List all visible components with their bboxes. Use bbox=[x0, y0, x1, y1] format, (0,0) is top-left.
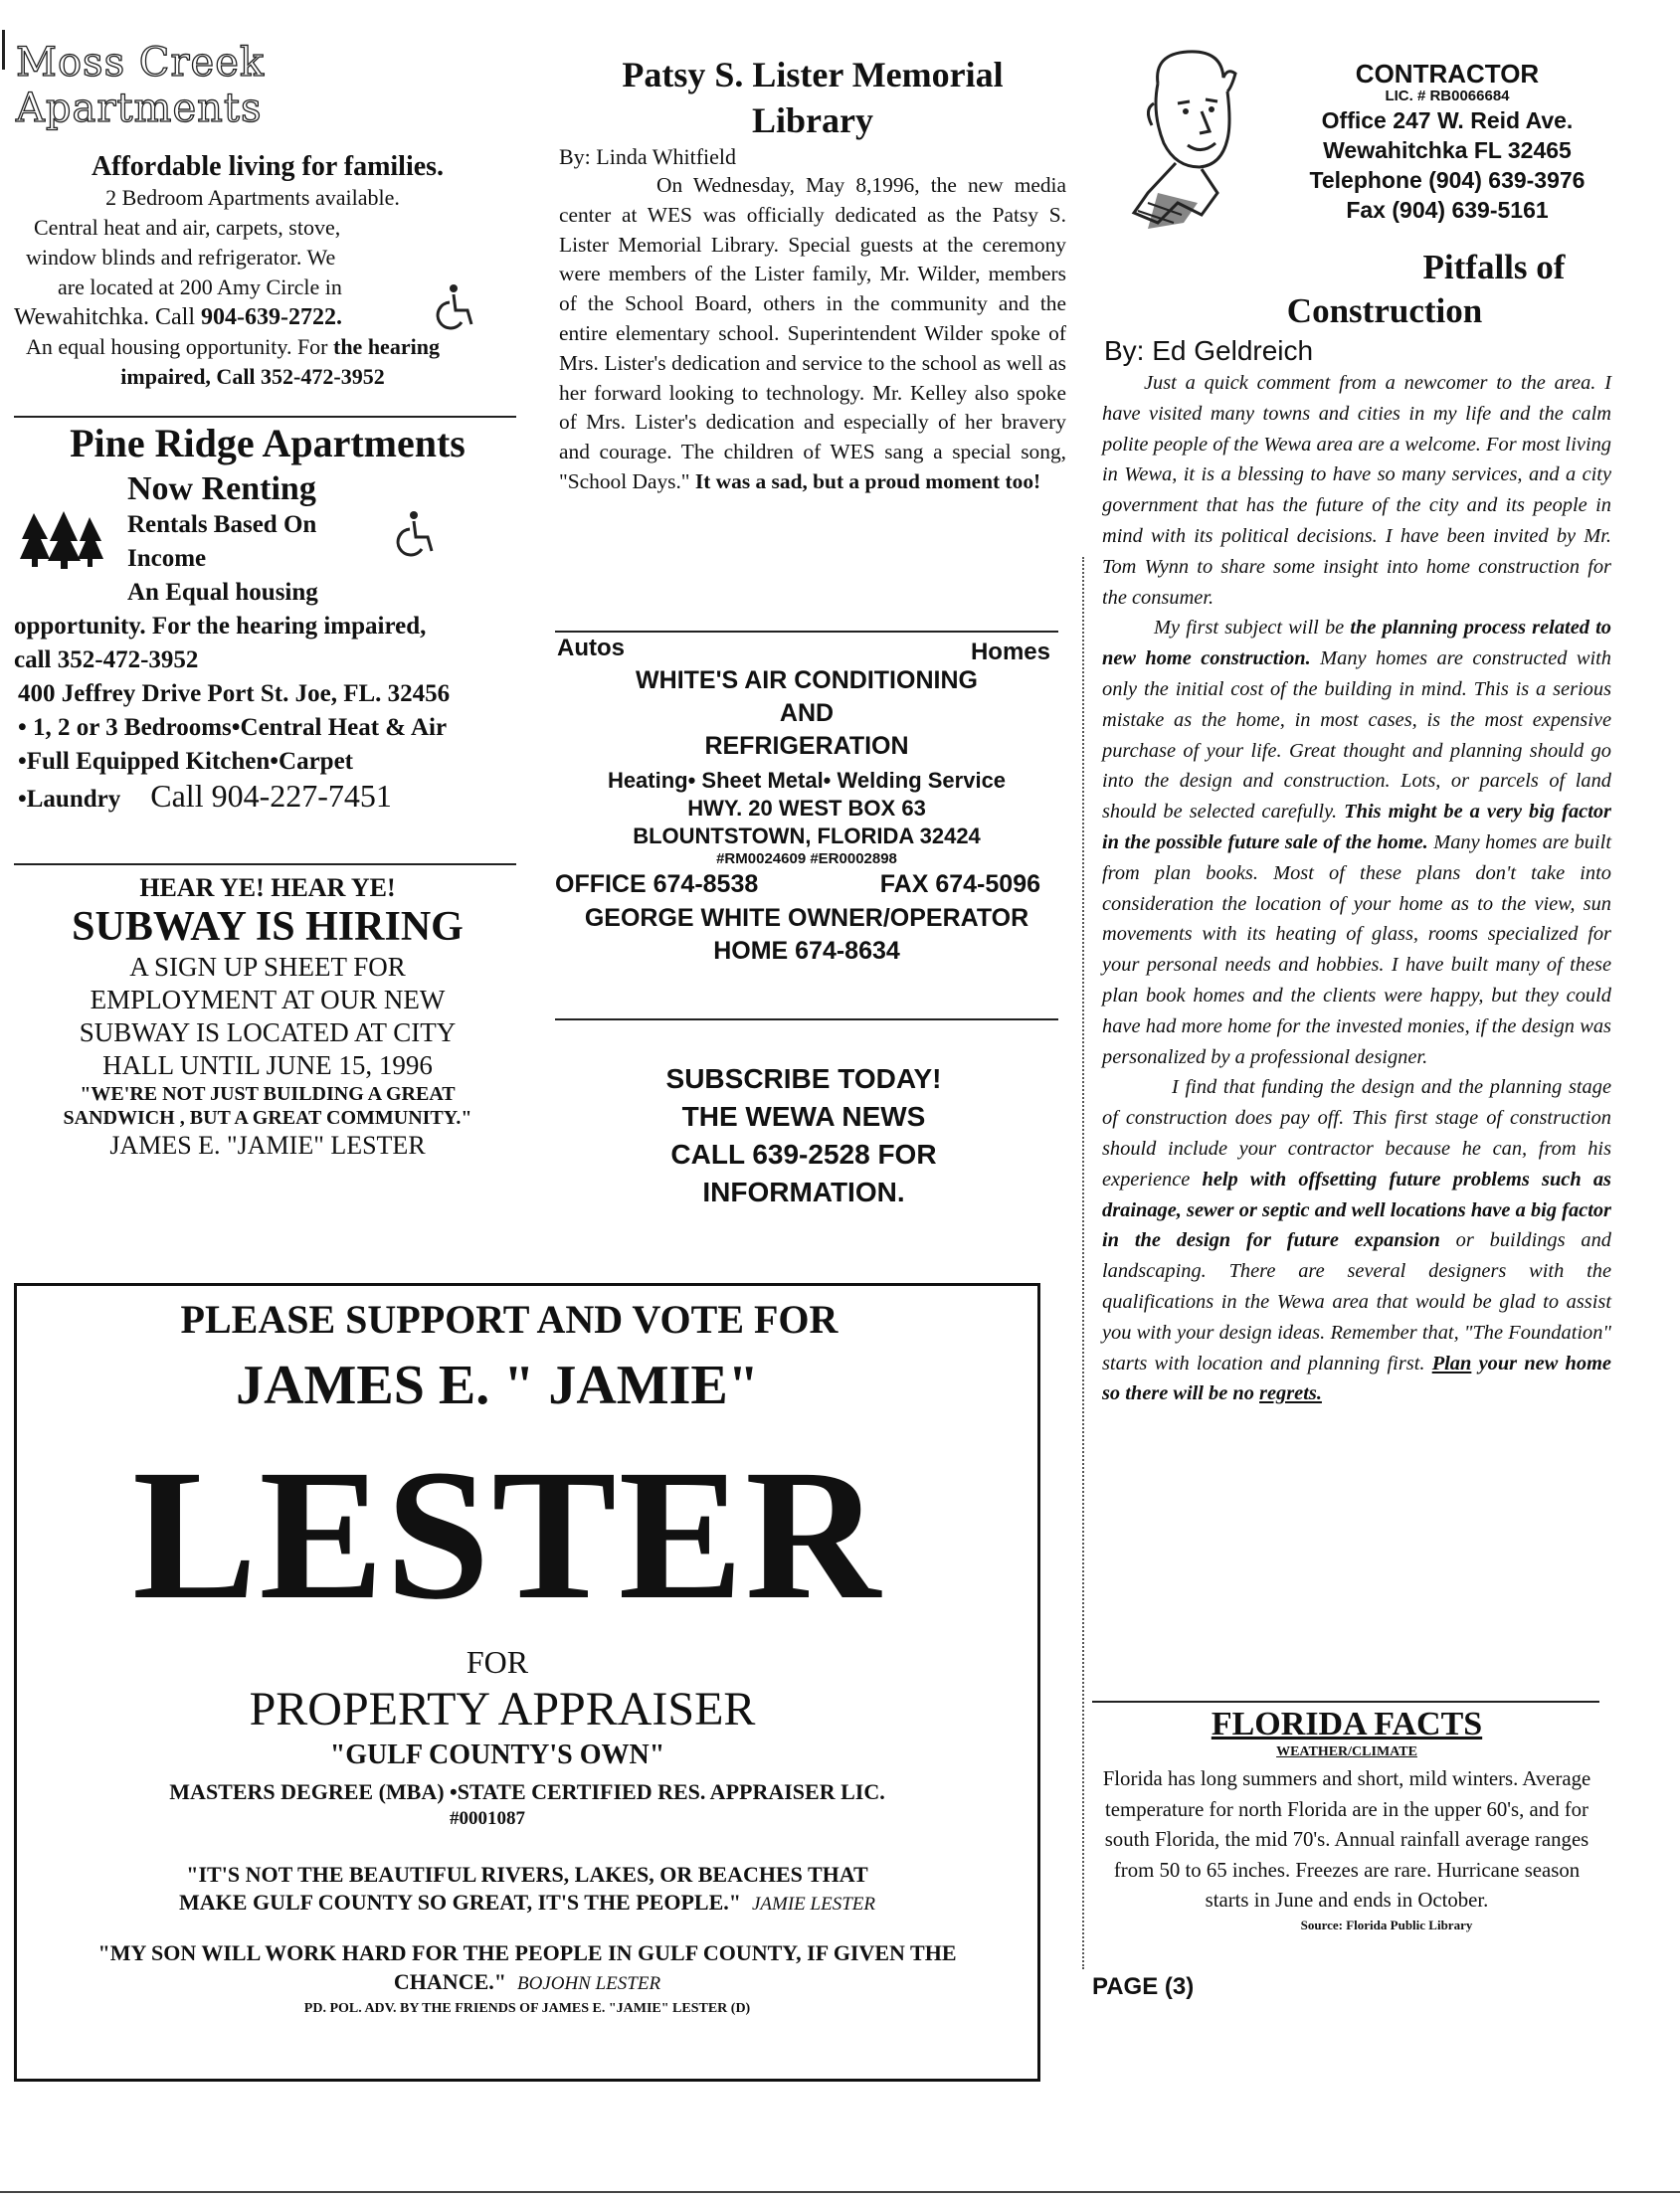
subscribe-box bbox=[555, 1060, 1052, 1211]
florida-facts-body: Florida has long summers and short, mild winters. Average temperature for north Florida are in the upper 60's, and for south Florida, the mid 70's. Annual rainfall average ranges from 50 to 65 inches. Freezes are rare. Hurricane season starts in June and ends in October. bbox=[1102, 1767, 1591, 1912]
whites-owner: GEORGE WHITE OWNER/OPERATOR bbox=[584, 904, 1029, 932]
subway-quote: SANDWICH , BUT A GREAT COMMUNITY." bbox=[63, 1107, 472, 1129]
library-title: Patsy S. Lister Memorial bbox=[622, 55, 1004, 94]
contractor-portrait bbox=[1118, 44, 1247, 239]
pitfalls-paragraph: I find that funding the design and the planning stage of construction does pay off. This first stage of construction should include your contractor because he can, from his experience help with offsetting future problems such as drainage, sewer or septic and well locations have a big factor in the design for future expansion or buildings and landscaping. There are several designers with the qualifications in the Wewa area that would be glad to assist you with your design ideas. Remember that, "The Foundation" starts with location and planning first. Plan your new home so there will be no regrets. bbox=[1102, 1076, 1611, 1405]
vote-lester-ad bbox=[14, 1283, 1040, 2082]
pine-line: • 1, 2 or 3 Bedrooms•Central Heat & Air bbox=[18, 714, 448, 741]
vote-support-line: PLEASE SUPPORT AND VOTE FOR bbox=[180, 1297, 839, 1342]
pine-line: call 352-472-3952 bbox=[14, 646, 199, 673]
subway-ad bbox=[14, 871, 521, 1162]
moss-creek-ad bbox=[14, 40, 521, 392]
wheelchair-icon bbox=[432, 282, 475, 330]
pitfalls-byline: By: Ed Geldreich bbox=[1104, 335, 1314, 366]
pitfalls-article bbox=[1096, 247, 1613, 1409]
moss-line: are located at 200 Amy Circle in bbox=[58, 275, 342, 299]
subscribe-line: CALL 639-2528 FOR bbox=[670, 1139, 937, 1170]
moss-creek-title: Moss Creek Apartments bbox=[16, 40, 266, 131]
contractor-license: LIC. # RB0066684 bbox=[1385, 88, 1510, 104]
whites-autos: Autos bbox=[557, 635, 625, 661]
vote-gulf-county-own: "GULF COUNTY'S OWN" bbox=[329, 1740, 665, 1770]
divider bbox=[555, 1018, 1058, 1020]
pitfalls-paragraph: Just a quick comment from a newcomer to the area. I have visited many towns and cities in my life and the calm polite people of the Wewa area are a welcome. For most living in Wewa, it is a blessing to have so many services, and a city government that has the future of the city and its people in mind with its political decisions. I have been invited by Mr. Tom Wynn to share some insight into home construction for the consumer. bbox=[1102, 372, 1611, 609]
whites-ac-ad bbox=[555, 635, 1058, 968]
moss-line: Central heat and air, carpets, stove, bbox=[34, 215, 341, 240]
subway-hear-ye: HEAR YE! HEAR YE! bbox=[139, 873, 396, 902]
whites-name: REFRIGERATION bbox=[704, 732, 909, 760]
vote-degree: MASTERS DEGREE (MBA) •STATE CERTIFIED RES. APPRAISER LIC. bbox=[169, 1779, 885, 1804]
contractor-city: Wewahitchka FL 32465 bbox=[1323, 137, 1572, 163]
contractor-telephone: Telephone (904) 639-3976 bbox=[1309, 167, 1586, 193]
moss-line: impaired, Call 352-472-3952 bbox=[120, 364, 385, 389]
florida-facts-title: FLORIDA FACTS bbox=[1211, 1706, 1483, 1742]
divider bbox=[14, 863, 516, 865]
column-divider bbox=[1082, 557, 1084, 1969]
pitfalls-title: Pitfalls of bbox=[1422, 248, 1566, 286]
subway-title: SUBWAY IS HIRING bbox=[72, 904, 464, 950]
subway-line: A SIGN UP SHEET FOR bbox=[129, 952, 406, 982]
left-margin-line bbox=[2, 30, 5, 70]
pine-line: 400 Jeffrey Drive Port St. Joe, FL. 32456 bbox=[18, 680, 451, 707]
vote-for: FOR bbox=[466, 1644, 529, 1680]
vote-paid-disclaimer: PD. POL. ADV. BY THE FRIENDS OF JAMES E. "JAMIE" LESTER (D) bbox=[303, 2001, 751, 2016]
vote-quote-2: "MY SON WILL WORK HARD FOR THE PEOPLE IN GULF COUNTY, IF GIVEN THE CHANCE." BOJOHN LESTER bbox=[97, 1940, 957, 1994]
library-title: Library bbox=[752, 100, 873, 140]
library-article bbox=[559, 52, 1066, 497]
library-byline: By: Linda Whitfield bbox=[559, 144, 737, 169]
pine-trees-icon bbox=[20, 509, 105, 569]
divider bbox=[1092, 1701, 1599, 1703]
whites-license: #RM0024609 #ER0002898 bbox=[716, 850, 897, 867]
vote-candidate-name: JAMES E. " JAMIE" bbox=[236, 1355, 759, 1416]
whites-office: OFFICE 674-8538 bbox=[555, 870, 759, 898]
vote-office: PROPERTY APPRAISER bbox=[249, 1683, 756, 1736]
moss-line: An equal housing opportunity. For the hearing bbox=[26, 334, 440, 359]
pine-line: •Full Equipped Kitchen•Carpet bbox=[18, 748, 353, 775]
subway-line: EMPLOYMENT AT OUR NEW bbox=[90, 985, 446, 1014]
divider bbox=[555, 631, 1058, 633]
pine-ridge-ad bbox=[14, 418, 521, 817]
moss-creek-tagline: Affordable living for families. bbox=[91, 151, 445, 182]
pine-line: •Laundry Call 904-227-7451 bbox=[18, 778, 392, 814]
whites-name: AND bbox=[779, 699, 835, 727]
vote-lester-name: LESTER bbox=[132, 1430, 882, 1638]
subscribe-line: THE WEWA NEWS bbox=[681, 1101, 926, 1132]
subscribe-line: SUBSCRIBE TODAY! bbox=[665, 1063, 942, 1094]
moss-line: Wewahitchka. Call 904-639-2722. bbox=[14, 304, 342, 330]
pine-line: Rentals Based On bbox=[127, 511, 317, 538]
contractor-ad bbox=[1263, 60, 1631, 225]
moss-line: 2 Bedroom Apartments available. bbox=[105, 185, 400, 210]
whites-name: WHITE'S AIR CONDITIONING bbox=[636, 666, 978, 694]
subway-line: SUBWAY IS LOCATED AT CITY bbox=[79, 1017, 457, 1047]
pine-ridge-title: Pine Ridge Apartments bbox=[70, 421, 466, 465]
florida-facts-source: Source: Florida Public Library bbox=[1300, 1917, 1473, 1932]
pitfalls-paragraph: My first subject will be the planning process related to new home construction. Many homes are constructed with only the initial cost of the building in mind. This is a serious mistake as the home, in most cases, is the most expensive purchase of your life. Great thought and planning should go into the design and construction. Lots, or parcels of land should be selected carefully. This might be a very big factor in the possible future sale of the home. Many homes are built from plan books. Most of these plans don't take into consideration the location of your home as to the view, sun movements with its heating of glass, rooms specialized for your personal needs and hobbies. I have built many of these plan book homes and the clients were happy, but they could have had more home for the invested monies, if the design was personalized by a professional designer. bbox=[1102, 617, 1611, 1068]
whites-services: Heating• Sheet Metal• Welding Service bbox=[607, 768, 1007, 793]
subscribe-line: INFORMATION. bbox=[702, 1177, 905, 1207]
whites-fax: FAX 674-5096 bbox=[879, 870, 1040, 898]
contractor-office: Office 247 W. Reid Ave. bbox=[1321, 107, 1574, 133]
pitfalls-title: Construction bbox=[1286, 291, 1483, 330]
vote-quote-1: "IT'S NOT THE BEAUTIFUL RIVERS, LAKES, OR BEACHES THAT MAKE GULF COUNTY SO GREAT, IT'S THE PEOPLE." JAMIE LESTER bbox=[179, 1862, 875, 1915]
whites-homes: Homes bbox=[970, 639, 1050, 665]
bottom-rule bbox=[0, 2191, 1680, 2193]
page-number: PAGE (3) bbox=[1092, 1973, 1195, 2000]
vote-license-number: #0001087 bbox=[450, 1808, 525, 1829]
subway-quote: "WE'RE NOT JUST BUILDING A GREAT bbox=[80, 1083, 456, 1105]
subway-line: HALL UNTIL JUNE 15, 1996 bbox=[102, 1050, 433, 1080]
florida-facts bbox=[1088, 1705, 1605, 1934]
contractor-fax: Fax (904) 639-5161 bbox=[1346, 197, 1549, 223]
wheelchair-icon bbox=[392, 509, 436, 557]
pine-line: opportunity. For the hearing impaired, bbox=[14, 613, 427, 640]
pine-line: An Equal housing bbox=[127, 579, 318, 606]
library-body: On Wednesday, May 8,1996, the new media center at WES was officially dedicated as the Patsy S. Lister Memorial Library. Special guests at the ceremony were members of the Lister family, Mr. Wilder, members of the School Board, others in the community and the entire elementary school. Superintendent Wilder spoke of Mrs. Lister's dedication and service to the school as well as her forward looking to technology. Mr. Kelley also spoke of Mrs. Lister's dedication and especially of her bravery and courage. The children of WES sang a special song, "School Days." It was a sad, but a proud moment too! bbox=[559, 173, 1066, 493]
pine-now-renting: Now Renting bbox=[127, 470, 316, 507]
contractor-title: CONTRACTOR bbox=[1355, 59, 1540, 89]
pine-line: Income bbox=[127, 545, 207, 572]
whites-address: BLOUNTSTOWN, FLORIDA 32424 bbox=[633, 824, 981, 848]
florida-facts-subtitle: WEATHER/CLIMATE bbox=[1276, 1744, 1417, 1759]
whites-home: HOME 674-8634 bbox=[713, 937, 900, 965]
whites-address: HWY. 20 WEST BOX 63 bbox=[687, 796, 926, 821]
moss-line: window blinds and refrigerator. We bbox=[26, 245, 336, 270]
subway-signature: JAMES E. "JAMIE" LESTER bbox=[109, 1131, 426, 1160]
